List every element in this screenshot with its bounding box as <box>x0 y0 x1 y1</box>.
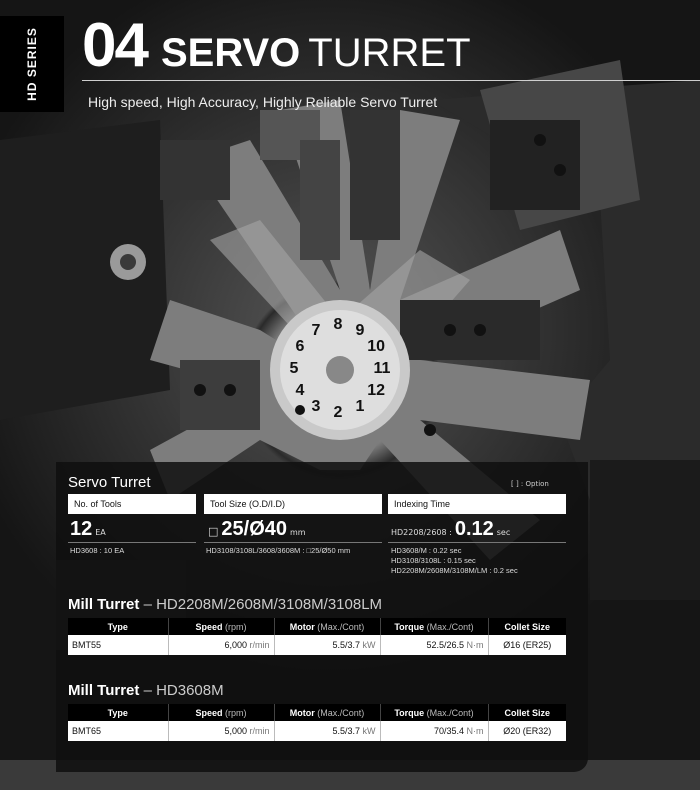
cell-speed: 5,000 r/min <box>168 721 274 741</box>
tools-value-group <box>70 518 106 541</box>
servo-turret-title: Servo Turret <box>68 474 151 491</box>
dial-number: 11 <box>373 360 391 377</box>
tools-label: No. of Tools <box>68 494 196 514</box>
col-collet: Collet Size <box>488 704 566 721</box>
indexing-note: HD2208M/2608M/3108M/LM : 0.2 sec <box>391 566 518 575</box>
divider <box>68 542 196 543</box>
table-row <box>68 721 566 741</box>
tools-value: 12 <box>70 518 93 540</box>
col-type: Type <box>68 704 168 721</box>
dial-number: 6 <box>295 338 305 355</box>
cell-torque: 52.5/26.5 N·m <box>380 635 488 655</box>
tool-size-unit: mm <box>290 528 306 537</box>
tool-size-label: Tool Size (O.D/I.D) <box>204 494 382 514</box>
divider <box>388 542 566 543</box>
mill-turret-1-table <box>68 618 566 655</box>
dial-number: 10 <box>367 338 385 355</box>
cell-motor: 5.5/3.7 kW <box>274 721 380 741</box>
col-torque: Torque (Max./Cont) <box>380 704 488 721</box>
tool-size-note: HD3108/3108L/3608/3608M : □25/Ø50 mm <box>206 546 351 555</box>
tools-note: HD3608 : 10 EA <box>70 546 125 555</box>
col-torque: Torque (Max./Cont) <box>380 618 488 635</box>
indexing-note: HD3108/3108L : 0.15 sec <box>391 556 476 565</box>
dial-number: 12 <box>367 382 385 399</box>
page-title <box>82 10 471 81</box>
indexing-notes <box>391 546 518 576</box>
dial-number: 8 <box>333 316 343 333</box>
col-speed: Speed (rpm) <box>168 618 274 635</box>
option-note: [ ] : Option <box>511 480 549 488</box>
subtitle: High speed, High Accuracy, Highly Reliable Servo Turret <box>88 94 438 110</box>
col-speed: Speed (rpm) <box>168 704 274 721</box>
tool-size-value-group <box>208 518 306 541</box>
indexing-unit: sec <box>496 528 511 537</box>
tools-unit: EA <box>95 528 106 537</box>
indexing-note: HD3608/M : 0.22 sec <box>391 546 462 555</box>
title-bold: SERVO <box>160 31 301 75</box>
mill-turret-1-title-main: Mill Turret <box>68 596 140 613</box>
square-icon: □ <box>208 525 219 538</box>
col-motor: Motor (Max./Cont) <box>274 704 380 721</box>
cell-torque: 70/35.4 N·m <box>380 721 488 741</box>
dial-number: 7 <box>311 321 321 339</box>
dial-number: 5 <box>289 360 299 377</box>
dial-number: 9 <box>355 321 365 339</box>
cell-collet: Ø20 (ER32) <box>488 721 566 741</box>
cell-type: BMT55 <box>68 635 168 655</box>
mill-turret-2-table <box>68 704 566 741</box>
indexing-value-group <box>391 518 510 541</box>
cell-type: BMT65 <box>68 721 168 741</box>
section-number: 04 <box>82 11 147 80</box>
series-tab <box>0 16 64 112</box>
mill-turret-1-models: – HD2208M/2608M/3108M/3108LM <box>143 596 383 613</box>
cell-speed: 6,000 r/min <box>168 635 274 655</box>
col-motor: Motor (Max./Cont) <box>274 618 380 635</box>
mill-turret-2-title-main: Mill Turret <box>68 682 140 699</box>
dial-number: 1 <box>355 398 365 416</box>
col-collet: Collet Size <box>488 618 566 635</box>
indexing-model: HD2208/2608 : <box>391 528 452 537</box>
mill-turret-2-models: – HD3608M <box>143 682 224 699</box>
mill-turret-2-title <box>68 682 224 699</box>
divider <box>204 542 382 543</box>
mill-turret-1-title <box>68 596 382 613</box>
indexing-label: Indexing Time <box>388 494 566 514</box>
col-type: Type <box>68 618 168 635</box>
tool-size-value: 25/Ø40 <box>221 518 288 540</box>
table-row <box>68 635 566 655</box>
title-divider <box>82 80 700 81</box>
dial-number: 2 <box>333 404 343 421</box>
cell-collet: Ø16 (ER25) <box>488 635 566 655</box>
title-light: TURRET <box>308 31 471 75</box>
cell-motor: 5.5/3.7 kW <box>274 635 380 655</box>
dial-number: 4 <box>295 382 305 399</box>
indexing-value: 0.12 <box>454 518 494 540</box>
dial-number: 3 <box>311 398 321 416</box>
series-tab-label: HD SERIES <box>25 27 39 101</box>
